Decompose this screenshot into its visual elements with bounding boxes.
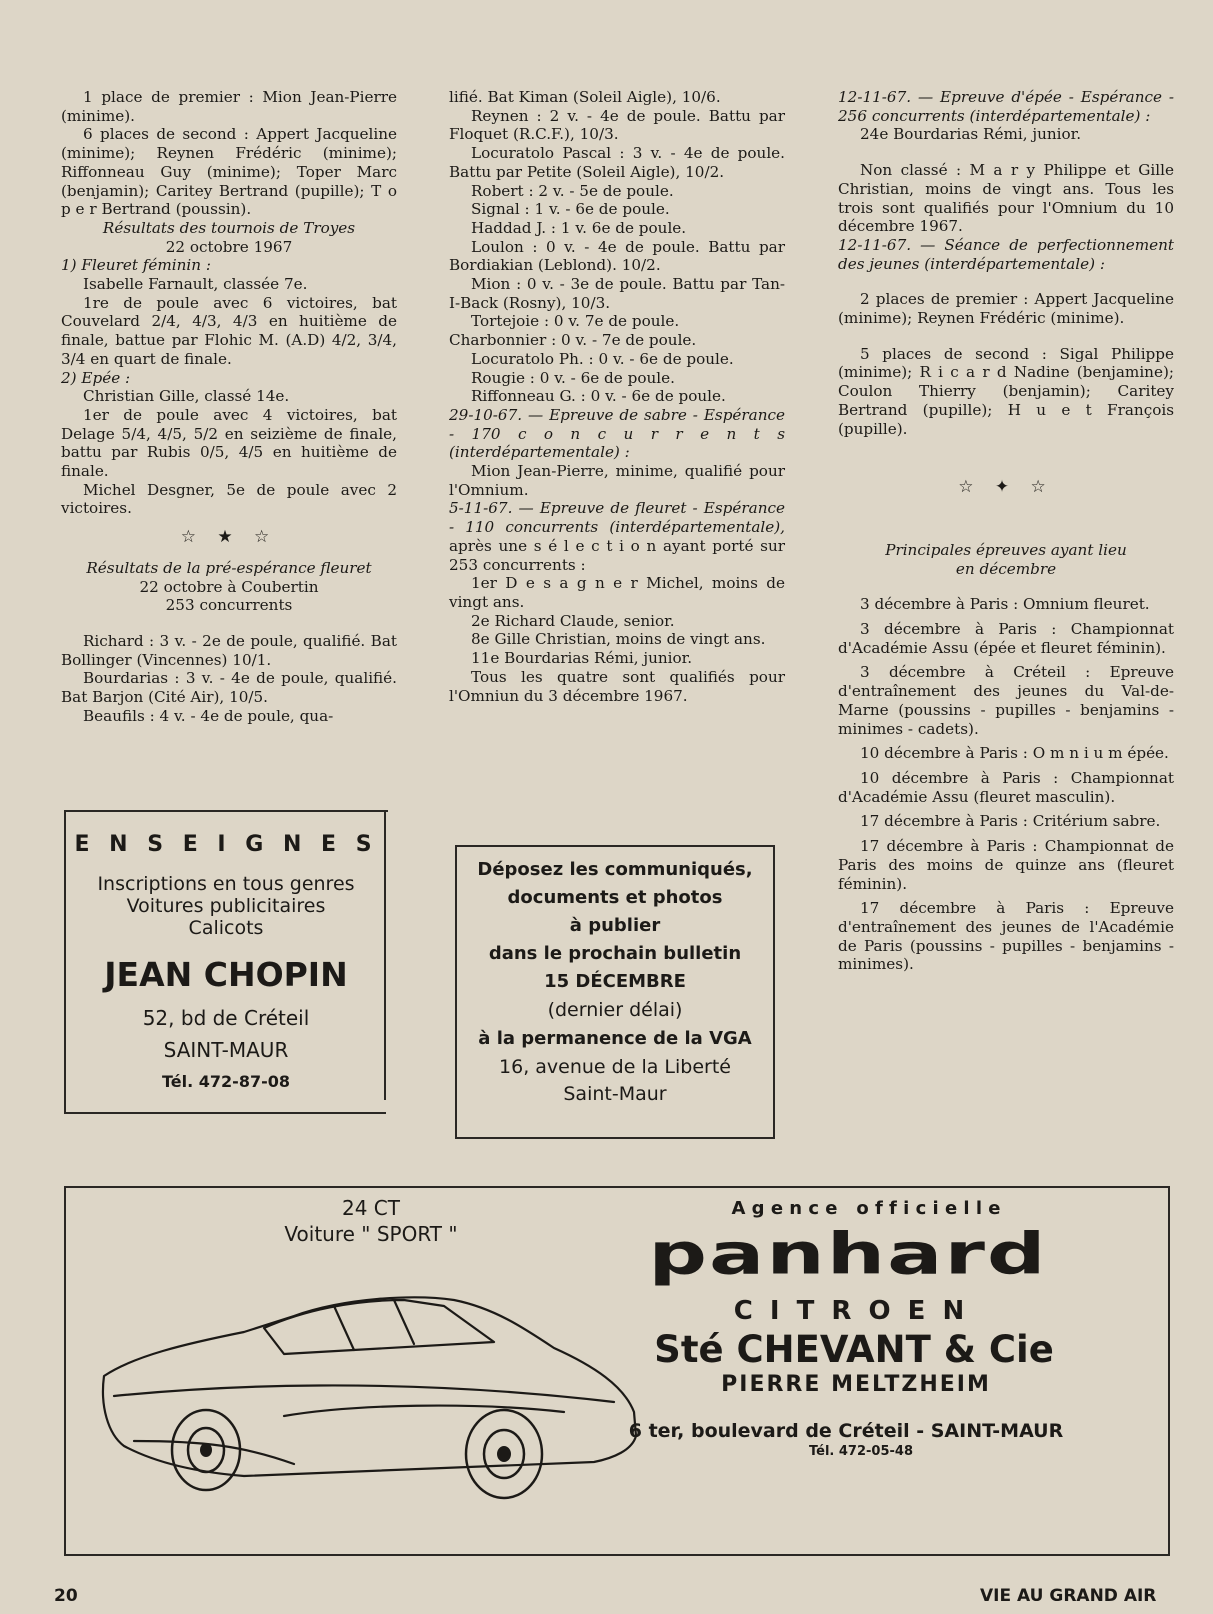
magazine-name: VIE AU GRAND AIR [980,1586,1157,1606]
paragraph: Mion : 0 v. - 3e de poule. Battu par Tan-I-Back (Rosny), 10/3. [449,275,785,312]
paragraph: Richard : 3 v. - 2e de poule, qualifié. Bat Bollinger (Vincennes) 10/1. [61,631,397,669]
ad-company: Sté CHEVANT & Cie [654,1328,1054,1371]
ad-brand: C I T R O E N [733,1296,969,1326]
page-number: 20 [54,1586,78,1606]
text: après une s é l e c t i o n ayant porté sur 253 concurrents : [449,536,785,574]
paragraph: Beaufils : 4 v. - 4e de poule, qua- [83,706,334,725]
paragraph: 5 places de second : Sigal Philippe (minime); R i c a r d Nadine (benjamine); Coulon Thierry (benjamin); Caritey Bertrand (pupille); H u e t François (pupille). [838,344,1174,438]
paragraph: Rougie : 0 v. - 6e de poule. [471,368,675,387]
column-1 [61,88,397,726]
paragraph: Locuratolo Ph. : 0 v. - 6e de poule. [471,349,734,368]
paragraph: Haddad J. : 1 v. 6e de poule. [471,218,687,237]
subheading: 1) Fleuret féminin : [61,256,211,275]
ad-city: SAINT-MAUR [163,1038,289,1062]
paragraph: 1er de poule avec 4 victoires, bat Delage 5/4, 4/5, 5/2 en seizième de finale, battu par Rubis 0/5, 4/5 en huitième de finale. [61,405,397,481]
paragraph: Tous les quatre sont qualifiés pour l'Omniun du 3 décembre 1967. [449,667,785,705]
panhard-logo: panhard [648,1221,1048,1288]
event-item: 17 décembre à Paris : Epreuve d'entraînement des jeunes de l'Académie de Paris (poussins - pupilles - benjamins - minimes). [838,899,1174,974]
ad-owner: PIERRE MELTZHEIM [721,1372,991,1397]
ad-line: à la permanence de la VGA [478,1028,752,1049]
section-title: Résultats des tournois de Troyes [102,218,356,237]
paragraph: Charbonnier : 0 v. - 7e de poule. [449,331,697,350]
stars-divider: ☆ ★ ☆ [180,527,278,548]
subheading: 2) Epée : [61,368,131,387]
subheading: 5-11-67. — Epreuve de fleuret - Espérance - 110 concurrents (interdépartementale), [449,499,785,537]
paragraph: 24e Bourdarias Rémi, junior. [860,125,1082,144]
paragraph: 1re de poule avec 6 victoires, bat Couvelard 2/4, 4/3, 4/3 en huitième de finale, battue par Flohic M. (A.D) 4/2, 3/4, 3/4 en quart de finale. [61,293,397,368]
section-title: en décembre [955,559,1057,578]
ad-name: JEAN CHOPIN [104,955,348,994]
paragraph: Reynen : 2 v. - 4e de poule. Battu par Floquet (R.C.F.), 10/3. [449,106,785,144]
paragraph: lifié. Bat Kiman (Soleil Aigle), 10/6. [449,88,721,106]
paragraph: Riffonneau G. : 0 v. - 6e de poule. [471,387,726,406]
paragraph: Loulon : 0 v. - 4e de poule. Battu par Bordiakian (Leblond). 10/2. [449,237,785,275]
paragraph: Non classé : M a r y Philippe et Gille Christian, moins de vingt ans. Tous les trois sont qualifiés pour l'Omnium du 10 décembre 1967. [838,161,1174,236]
ad-panhard [64,1186,1170,1556]
paragraph: Christian Gille, classé 14e. [83,387,290,406]
event-item: 3 décembre à Créteil : Epreuve d'entraînement des jeunes du Val-de-Marne (poussins - pupilles - benjamins - minimes - cadets). [838,663,1174,738]
ad-phone: Tél. 472-87-08 [162,1072,290,1091]
ad-line: 16, avenue de la Liberté [499,1056,731,1078]
section-count: 253 concurrents [165,596,293,615]
paragraph: 6 places de second : Appert Jacqueline (minime); Reynen Frédéric (minime); Riffonneau Guy (minime); Toper Marc (benjamin); Caritey Bertrand (pupille); T o p e r Bertrand (poussin). [61,125,397,219]
events-list [838,595,1174,974]
stars-divider: ☆ ✦ ☆ [958,477,1054,498]
paragraph: 8e Gille Christian, moins de vingt ans. [471,630,766,649]
paragraph: Tortejoie : 0 v. 7e de poule. [471,312,680,331]
ad-line: Calicots [188,917,264,939]
ad-model: 24 CT [342,1196,400,1220]
car-illustration [94,1236,654,1536]
event-item: 17 décembre à Paris : Critérium sabre. [860,812,1161,831]
section-title: Résultats de la pré-espérance fleuret [86,558,372,577]
subheading: 12-11-67. — Epreuve d'épée - Espérance - 256 concurrents (interdépartementale) : [838,88,1174,125]
event-item: 10 décembre à Paris : Championnat d'Académie Assu (fleuret masculin). [838,768,1174,806]
paragraph: Isabelle Farnault, classée 7e. [83,275,308,294]
paragraph: 2e Richard Claude, senior. [471,611,675,630]
ad-line: (dernier délai) [547,999,683,1021]
paragraph: Mion Jean-Pierre, minime, qualifié pour l'Omnium. [449,462,785,499]
ad-line: Voitures publicitaires [126,895,326,917]
paragraph: Robert : 2 v. - 5e de poule. [471,181,674,200]
ad-jean-chopin [64,810,386,1114]
ad-notice [455,845,775,1139]
ad-address: 6 ter, boulevard de Créteil - SAINT-MAUR [628,1420,1064,1442]
ad-line: Déposez les communiqués, [477,859,753,880]
paragraph: Michel Desgner, 5e de poule avec 2 victoires. [61,480,397,518]
ad-line: documents et photos [507,887,723,908]
event-item: 3 décembre à Paris : Championnat d'Académie Assu (épée et fleuret féminin). [838,620,1174,657]
ad-line: 15 DÉCEMBRE [544,971,686,992]
subheading: 12-11-67. — Séance de perfectionnement des jeunes (interdépartementale) : [838,235,1174,273]
paragraph: Locuratolo Pascal : 3 v. - 4e de poule. Battu par Petite (Soleil Aigle), 10/2. [449,144,785,181]
section-date: 22 octobre 1967 [165,237,293,256]
event-item: 3 décembre à Paris : Omnium fleuret. [860,595,1150,614]
event-item: 17 décembre à Paris : Championnat de Paris des moins de quinze ans (fleuret féminin). [838,837,1174,893]
paragraph: Bourdarias : 3 v. - 4e de poule, qualifié. Bat Barjon (Cité Air), 10/5. [61,669,397,707]
paragraph: 11e Bourdarias Rémi, junior. [471,649,693,668]
column-3 [838,88,1174,980]
ad-title: E N S E I G N E S [74,832,378,857]
paragraph: 2 places de premier : Appert Jacqueline (minime); Reynen Frédéric (minime). [838,290,1174,328]
column-2 [449,88,785,705]
section-title: Principales épreuves ayant lieu [885,540,1127,559]
ad-line: à publier [569,915,661,936]
paragraph [449,499,785,574]
event-item: 10 décembre à Paris : O m n i u m épée. [860,744,1169,763]
ad-line: dans le prochain bulletin [488,943,742,964]
ad-line: Saint-Maur [563,1083,667,1105]
subheading: 29-10-67. — Epreuve de sabre - Espérance - 170 c o n c u r r e n t s (interdépartementale) : [449,405,785,462]
paragraph: 1er D e s a g n e r Michel, moins de vingt ans. [449,574,785,611]
paragraph: 1 place de premier : Mion Jean-Pierre (minime). [61,88,397,125]
ad-type: Voiture " SPORT " [284,1222,458,1246]
ad-line: Inscriptions en tous genres [97,873,355,895]
ad-phone: Tél. 472-05-48 [809,1444,913,1459]
ad-address: 52, bd de Créteil [142,1006,310,1030]
section-date: 22 octobre à Coubertin [139,577,319,596]
ad-agency: A g e n c e o f f i c i e l l e [731,1198,1001,1219]
paragraph: Signal : 1 v. - 6e de poule. [471,200,670,219]
